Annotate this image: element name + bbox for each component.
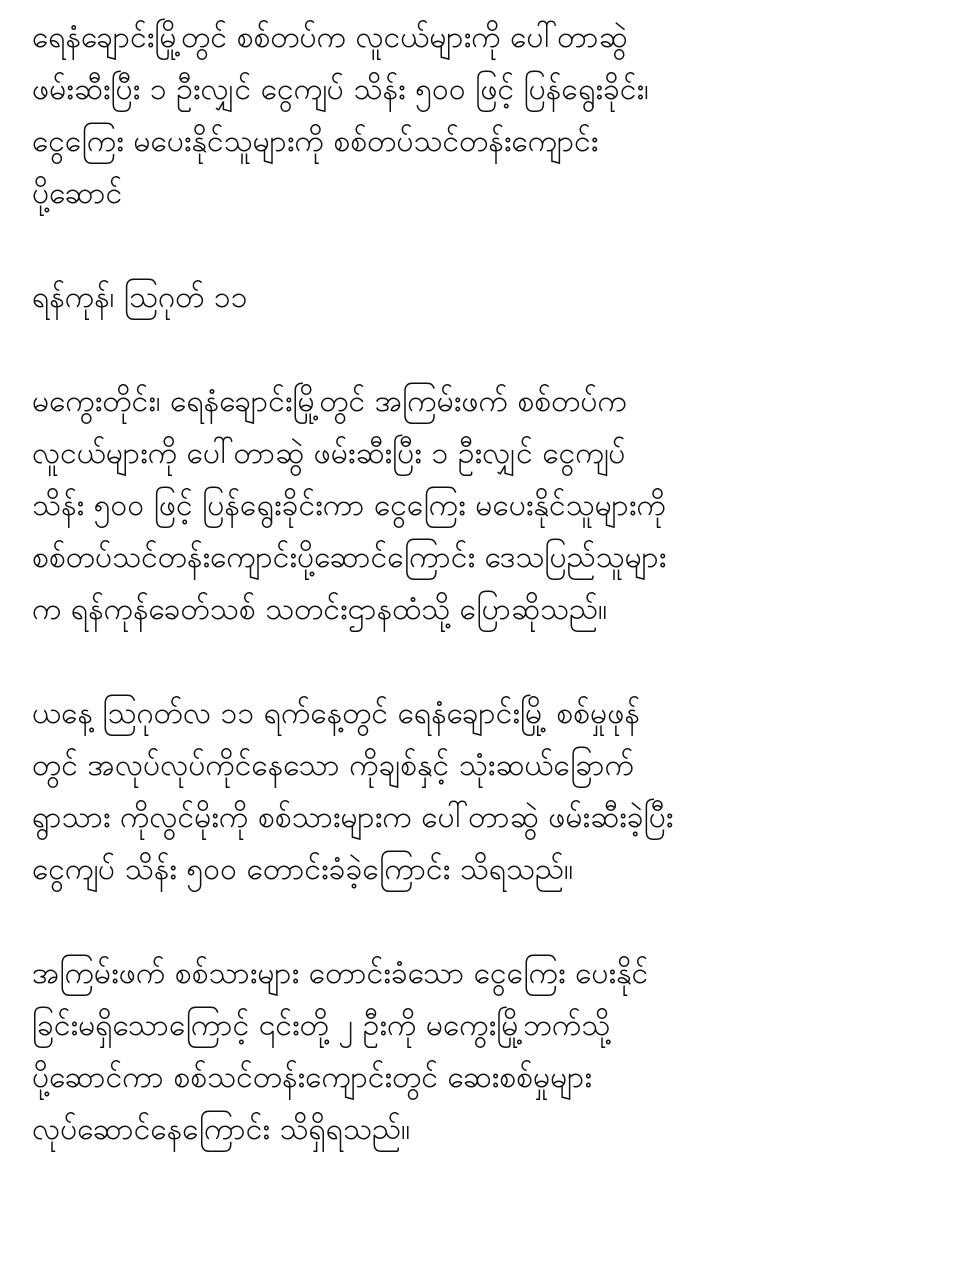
paragraph-line: အကြမ်းဖက် စစ်သားများ တောင်းခံသော ငွေကြေး ပေးနိုင် <box>32 956 649 991</box>
paragraph-line: ခြင်းမရှိသောကြောင့် ၎င်းတို့ ၂ ဦးကို မကွေးမြို့ဘက်သို့ <box>32 1008 611 1043</box>
paragraph-line: ငွေကျပ် သိန်း ၅၀၀ တောင်းခံခဲ့ကြောင်း သိရသည်။ <box>32 852 574 887</box>
dateline-text: ရန်ကုန်၊ ဩဂုတ် ၁၁ <box>32 280 248 315</box>
paragraph-spacer <box>32 220 947 272</box>
paragraph-line: ရွာသား ကိုလွင်မိုးကို စစ်သားများက ပေါ်တာဆွဲ ဖမ်းဆီးခဲ့ပြီး <box>32 800 674 835</box>
paragraph-line: လုပ်ဆောင်နေကြောင်း သိရှိရသည်။ <box>32 1112 411 1147</box>
paragraph-1 <box>32 376 947 636</box>
paragraph-line: မကွေးတိုင်း၊ ရေနံချောင်းမြို့တွင် အကြမ်းဖက် စစ်တပ်က <box>32 384 627 419</box>
paragraph-3 <box>32 948 947 1156</box>
paragraph-2 <box>32 688 947 896</box>
headline-line: ဖမ်းဆီးပြီး ၁ ဦးလျှင် ငွေကျပ် သိန်း ၅၀၀ ဖြင့် ပြန်ရွေးခိုင်း၊ <box>32 72 649 107</box>
paragraph-line: ပို့ဆောင်ကာ စစ်သင်တန်းကျောင်းတွင် ဆေးစစ်မှုများ <box>32 1060 593 1095</box>
paragraph-spacer <box>32 896 947 948</box>
dateline <box>32 272 947 324</box>
paragraph-line: တွင် အလုပ်လုပ်ကိုင်နေသော ကိုချစ်နှင့် သုံးဆယ်ခြောက် <box>32 748 634 783</box>
headline-line: ရေနံချောင်းမြို့တွင် စစ်တပ်က လူငယ်များကို ပေါ်တာဆွဲ <box>32 20 628 55</box>
paragraph-spacer <box>32 636 947 688</box>
paragraph-line: လူငယ်များကို ပေါ်တာဆွဲ ဖမ်းဆီးပြီး ၁ ဦးလျှင် ငွေကျပ် <box>32 436 626 471</box>
paragraph-line: ယနေ့ ဩဂုတ်လ ၁၁ ရက်နေ့တွင် ရေနံချောင်းမြို့ စစ်မှုဖုန် <box>32 696 640 731</box>
paragraph-line: သိန်း ၅၀၀ ဖြင့် ပြန်ရွေးခိုင်းကာ ငွေကြေး မပေးနိုင်သူများကို <box>32 488 666 523</box>
headline-line: ပို့ဆောင် <box>32 176 123 211</box>
headline <box>32 12 947 220</box>
article-body <box>32 12 947 1156</box>
paragraph-line: စစ်တပ်သင်တန်းကျောင်းပို့ဆောင်ကြောင်း ဒေသပြည်သူများ <box>32 540 667 575</box>
headline-line: ငွေကြေး မပေးနိုင်သူများကို စစ်တပ်သင်တန်းကျောင်း <box>32 124 599 159</box>
paragraph-spacer <box>32 324 947 376</box>
paragraph-line: က ရန်ကုန်ခေတ်သစ် သတင်းဌာနထံသို့ ပြောဆိုသည်။ <box>32 592 608 627</box>
